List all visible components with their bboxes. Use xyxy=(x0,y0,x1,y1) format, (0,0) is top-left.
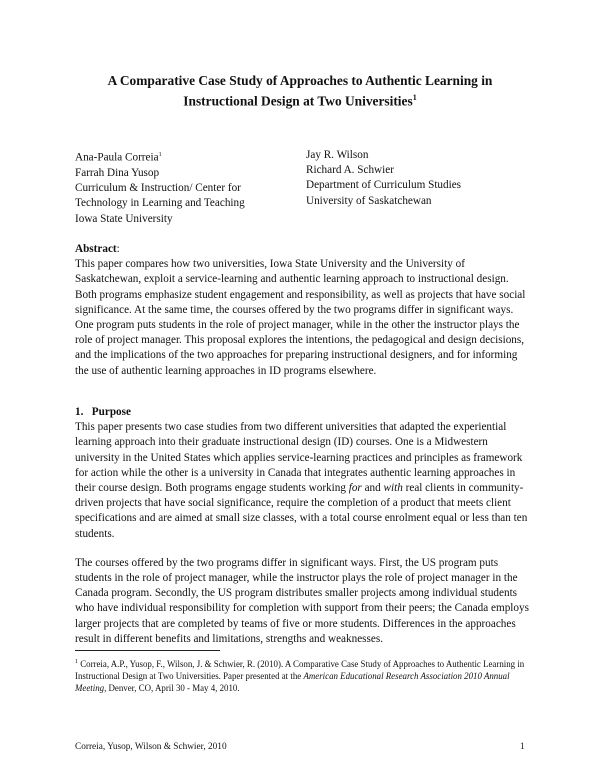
section-heading: 1. Purpose xyxy=(75,406,131,418)
author-name: Ana-Paula Correia xyxy=(75,151,159,164)
author-department: Technology in Learning and Teaching xyxy=(75,197,245,210)
footnote-mark: 1 xyxy=(75,659,78,665)
author-name: Jay R. Wilson xyxy=(306,149,369,161)
authors-left xyxy=(75,148,300,227)
title-line-1: A Comparative Case Study of Approaches to Authentic Learning in xyxy=(107,73,493,88)
section-purpose xyxy=(75,405,530,647)
title-line-2: Instructional Design at Two Universities$^1$ xyxy=(183,93,417,109)
author-name: Richard A. Schwier xyxy=(306,164,394,177)
author-university: University of Saskatchewan xyxy=(306,194,432,207)
running-footer: Correia, Yusop, Wilson & Schwier, 2010 xyxy=(75,742,227,752)
author-department: Department of Curriculum Studies xyxy=(306,179,462,192)
section-paragraph: This paper presents two case studies from two different universities that adapted the experiential learning approach into their graduate instructional design (ID) courses. One is a Midwestern university in the United States which applies service-learning practices and principles as framework for action while the other is a university in Canada that integrates authentic learning approaches in their course design. Both programs engage students working for and with real clients in community-driven projects that have social significance, require the completion of a product that meets client specifications and are aimed at small size classes, with a total course enrolment equal or less than ten students. xyxy=(75,421,528,540)
authors-right xyxy=(306,148,536,209)
page-number: 1 xyxy=(520,742,525,752)
footnote-divider xyxy=(75,650,220,651)
title-footnote-mark: 1 xyxy=(412,93,417,102)
abstract: Abstract: This paper compares how two universities, Iowa State University and the University of Saskatchewan, exploit a service-learning and authentic learning approach to instructional design. Both programs emphasize student engagement and responsibility, as well as projects that have social significance. At the same time, the courses offered by the two programs differ in significant ways. One program puts students in the role of project manager, while in the other the instructor plays the role of project manager. This proposal explores the intentions, the pedagogical and design decisions, and the implications of the two approaches for preparing instructional designers, and for informing the use of authentic learning approaches in ID programs elsewhere. xyxy=(75,242,530,379)
author-department: Curriculum & Instruction/ Center for xyxy=(75,182,241,195)
author-name: Farrah Dina Yusop xyxy=(75,166,160,179)
paper-title xyxy=(60,72,540,109)
author-university: Iowa State University xyxy=(75,212,173,225)
abstract-heading: Abstract xyxy=(75,243,117,255)
author-footnote-mark: 1 xyxy=(158,152,162,158)
abstract-text: This paper compares how two universities, Iowa State University and the University of Saskatchewan, exploit a service-learning and authentic learning approach to instructional design. Both programs emphasize student engagement and responsibility, as well as projects that have social significance. At the same time, the courses offered by the two programs differ in significant ways. One program puts students in the role of project manager, while in the other the instructor plays the role of project manager. This proposal explores the intentions, the pedagogical and design decisions, and the implications of the two approaches for preparing instructional designers, and for informing the use of authentic learning approaches in ID programs elsewhere. xyxy=(75,258,526,377)
footnote: $^1$ Correia, A.P., Yusop, F., Wilson, J. & Schwier, R. (2010). A Comparative Case Study of Approaches to Authentic Learning in Instructional Design at Two Universities. Paper presented at the American Educational Research Association 2010 Annual Meeting, Denver, CO, April 30 - May 4, 2010. xyxy=(75,658,525,693)
section-paragraph: The courses offered by the two programs differ in significant ways. First, the US program puts students in the role of project manager, while the instructor plays the role of project manager in the Canada program. Secondly, the US program distributes smaller projects among individual students who have individual responsibility for completion with support from their peers; the Canada employs larger projects that are completed by teams of five or more students. Differences in the approaches result in different benefits and limitations, strengths and weaknesses. xyxy=(75,556,529,645)
